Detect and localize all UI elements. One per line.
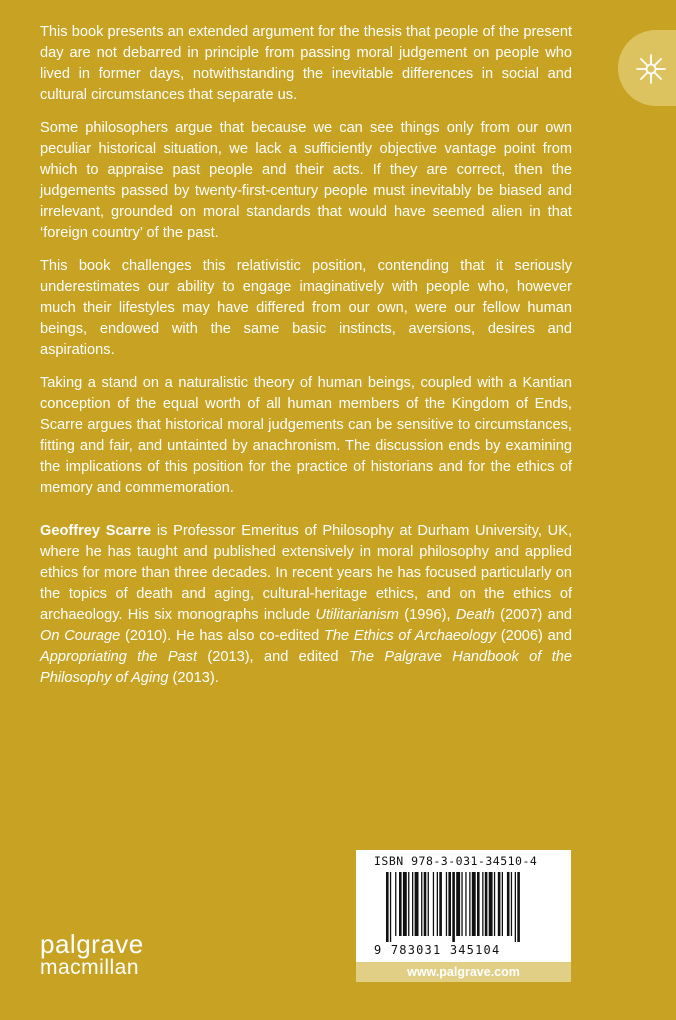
barcode-bar bbox=[424, 872, 427, 936]
bio-text: (2013), and edited bbox=[197, 649, 349, 665]
blurb-paragraph-2: Some philosophers argue that because we can see things only from our own peculiar historical situation, we lack a sufficiently objective vantage point from which to appraise past people and their acts. If they are correct, then the judgements passed by twenty-first-century people must inevitably be biased and irrelevant, grounded on moral standards that would have seemed alien in that ‘foreign country’ of the past. bbox=[40, 120, 572, 241]
barcode-bar bbox=[485, 872, 488, 936]
book-title: Appropriating the Past bbox=[40, 649, 198, 665]
blurb-paragraph-4: Taking a stand on a naturalistic theory of human beings, coupled with a Kantian conception of the equal worth of all human members of the Kingdom of Ends, Scarre argues that historical moral judgements can be sensitive to circumstances, fitting and fair, and untainted by anachronism. The discussion ends by examining the implications of this position for the practice of historians and for the ethics of memory and commemoration. bbox=[40, 375, 572, 496]
barcode-bar bbox=[498, 872, 501, 936]
starburst-icon bbox=[634, 52, 668, 86]
isbn-barcode bbox=[356, 850, 571, 962]
barcode-bar bbox=[437, 872, 438, 936]
isbn-label: ISBN 978-3-031-34510-4 bbox=[374, 854, 538, 868]
barcode-bar bbox=[395, 872, 396, 936]
series-logo-tab bbox=[618, 30, 676, 106]
barcode-bar bbox=[415, 872, 419, 936]
barcode-bar bbox=[408, 872, 409, 936]
barcode-bar bbox=[428, 872, 429, 936]
book-title: Death bbox=[455, 607, 495, 623]
author-name: Geoffrey Scarre bbox=[40, 523, 152, 539]
barcode-bar bbox=[412, 872, 413, 936]
book-title: On Courage bbox=[40, 628, 121, 644]
barcode-bar bbox=[469, 872, 470, 936]
barcode-bar bbox=[399, 872, 402, 936]
barcode-bar bbox=[511, 872, 512, 936]
barcode-bar bbox=[515, 872, 516, 942]
barcode-bar bbox=[465, 872, 466, 936]
barcode-bar bbox=[421, 872, 422, 936]
bio-text: (1996), bbox=[398, 607, 456, 623]
author-bio bbox=[40, 521, 572, 689]
barcode-bar bbox=[433, 872, 434, 936]
book-title: The Ethics of Archaeology bbox=[324, 628, 496, 644]
bio-text: (2007) and bbox=[494, 607, 572, 623]
barcode-bar bbox=[403, 872, 407, 936]
barcode-bar bbox=[439, 872, 442, 936]
barcode-bar bbox=[477, 872, 480, 936]
bio-text: is Professor Emeritus of Philosophy at Durham University, UK, where he has taught and published extensively in moral philosophy and applied ethics for more than three decades. In recent years he has focused particularly on the topics of death and aging, cultural-heritage ethics, and on the ethics of archaeology. His six monographs include bbox=[40, 523, 572, 623]
blurb-text bbox=[40, 22, 572, 701]
blurb-paragraph-3: This book challenges this relativistic position, contending that it seriously underestimates our ability to engage imaginatively with people who, however much their lifestyles may have differed from our own, were our fellow human beings, endowed with the same basic instincts, aversions, desires and aspirations. bbox=[40, 258, 572, 358]
book-title: The Palgrave Handbook of the Philosophy of Aging bbox=[40, 649, 572, 686]
publisher-name-line1: palgrave bbox=[40, 929, 144, 959]
publisher-logo bbox=[40, 929, 144, 980]
barcode-bar bbox=[461, 872, 462, 936]
publisher-name-line2: macmillan bbox=[40, 956, 140, 979]
barcode-bar bbox=[494, 872, 495, 936]
book-title: Utilitarianism bbox=[315, 607, 399, 623]
isbn-digits: 9 783031 345104 bbox=[374, 943, 501, 957]
barcode-bars bbox=[386, 872, 558, 942]
barcode-bar bbox=[489, 872, 493, 936]
barcode-bar bbox=[502, 872, 503, 936]
barcode-bar bbox=[446, 872, 447, 936]
barcode-bar bbox=[386, 872, 389, 942]
barcode-bar bbox=[456, 872, 460, 936]
bio-text: (2010). He has also co-edited bbox=[120, 628, 325, 644]
bio-text: (2013). bbox=[168, 670, 219, 686]
barcode-bar bbox=[482, 872, 483, 936]
barcode-bar bbox=[448, 872, 451, 936]
barcode-bar bbox=[507, 872, 510, 936]
barcode-bar bbox=[517, 872, 520, 942]
blurb-paragraph-1: This book presents an extended argument for the thesis that people of the present day are not debarred in principle from passing moral judgement on people who lived in former days, notwithstanding the inevitable differences in social and cultural circumstances that separate us. bbox=[40, 24, 572, 103]
barcode-bar bbox=[452, 872, 455, 942]
barcode-bar bbox=[390, 872, 391, 942]
barcode-bar bbox=[472, 872, 476, 936]
publisher-url[interactable]: www.palgrave.com bbox=[356, 962, 571, 982]
bio-text: (2006) and bbox=[495, 628, 573, 644]
